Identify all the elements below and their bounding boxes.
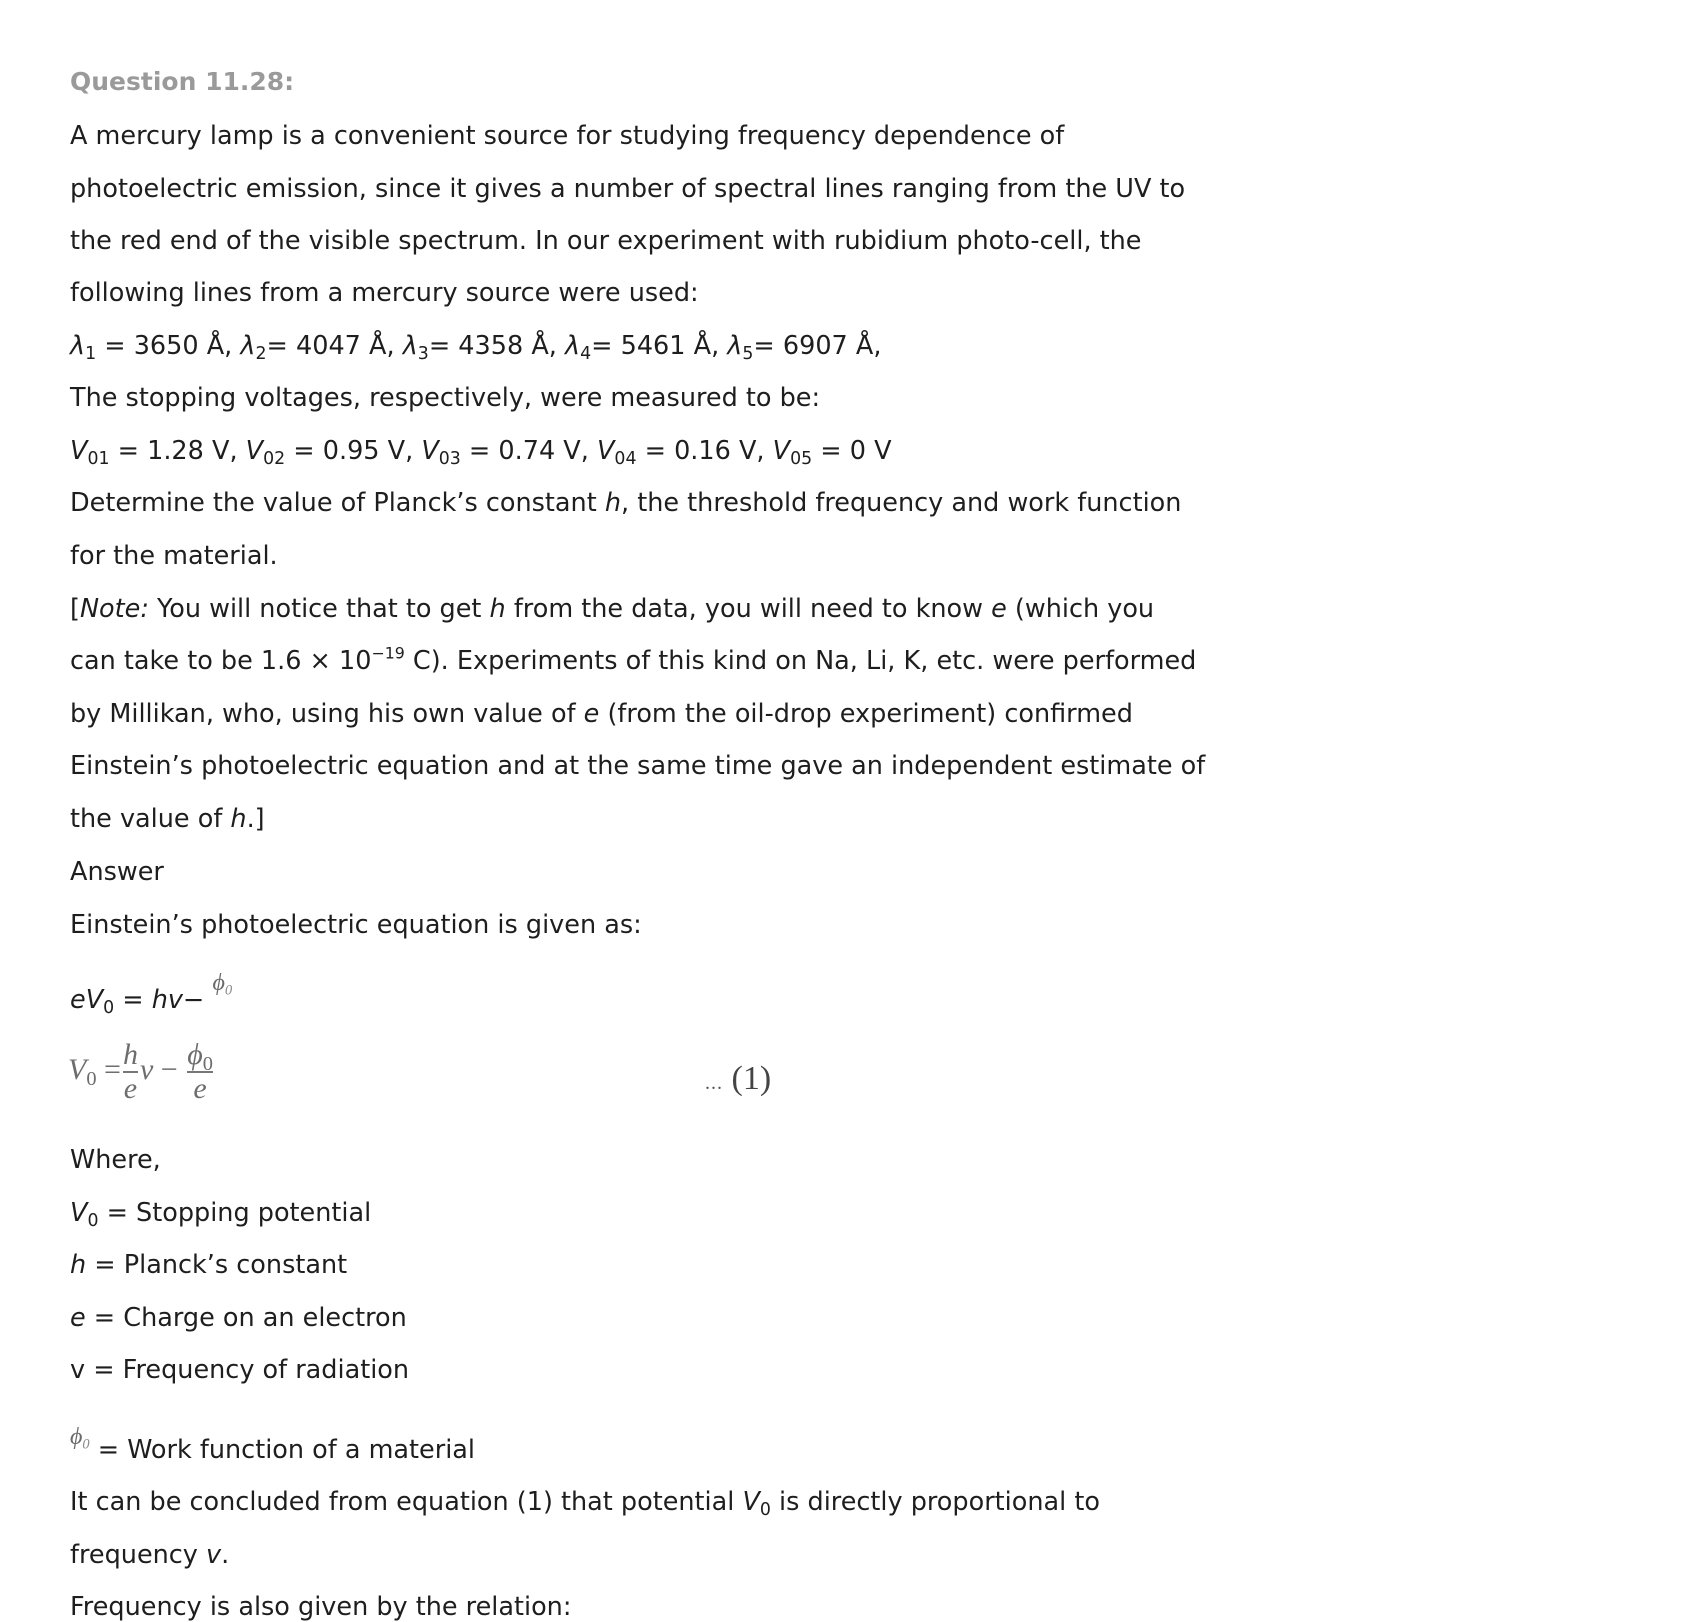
- question-text-line: the red end of the visible spectrum. In our experiment with rubidium photo-cell, the: [70, 226, 1142, 256]
- determine-text-line: Determine the value of Planck’s constant h, the threshold frequency and work function: [70, 488, 1182, 518]
- wavelength-item: $\lambda_1 = 3650$ Å,: [70, 331, 241, 365]
- voltage-item: $V_{02} = 0.95$ V,: [245, 436, 422, 470]
- answer-label: Answer: [70, 857, 164, 887]
- question-text-line: photoelectric emission, since it gives a number of spectral lines ranging from the UV to: [70, 174, 1186, 204]
- wavelength-item: $\lambda_5= 6907$ Å,: [727, 331, 882, 365]
- definition-item: v = Frequency of radiation: [70, 1355, 410, 1385]
- voltage-item: $V_{03} = 0.74$ V,: [421, 436, 597, 470]
- equation-stopping-potential: $V_0$ = $\frac{h}{e}$ ν − $\frac{\phi_0}{e}$: [68, 1038, 213, 1105]
- voltage-list: [70, 436, 892, 470]
- equation-number: ... (1): [705, 1060, 772, 1097]
- note-line: Einstein’s photoelectric equation and at the same time gave an independent estimate of: [70, 751, 1206, 781]
- conclusion-line: frequency v.: [70, 1540, 230, 1570]
- where-label: Where,: [70, 1145, 161, 1175]
- definition-item: e = Charge on an electron: [70, 1303, 407, 1333]
- phi-symbol: $\phi_0$: [212, 970, 233, 999]
- equation-einstein: $eV_0 = hv- \phi_0$: [70, 970, 233, 1019]
- definition-item: h = Planck’s constant: [70, 1250, 348, 1280]
- stopping-voltages-intro: The stopping voltages, respectively, were measured to be:: [70, 383, 821, 413]
- definition-item: $V_0$ = Stopping potential: [70, 1198, 372, 1232]
- wavelength-list: [70, 331, 882, 365]
- voltage-item: $V_{01} = 1.28$ V,: [70, 436, 246, 470]
- voltage-item: $V_{05} = 0$ V: [772, 436, 892, 470]
- question-text-line: following lines from a mercury source were used:: [70, 278, 699, 308]
- fraction-phi-over-e: $\frac{\phi_0}{e}$: [187, 1038, 213, 1105]
- determine-text-line: for the material.: [70, 541, 278, 571]
- relation-intro: Frequency is also given by the relation:: [70, 1592, 572, 1622]
- definition-item-work-function: $\phi_0$ = Work function of a material: [70, 1424, 476, 1465]
- note-line: by Millikan, who, using his own value of e (from the oil-drop experiment) confirmed: [70, 699, 1133, 729]
- wavelength-item: $\lambda_3= 4358$ Å,: [402, 331, 565, 365]
- wavelength-item: $\lambda_2= 4047$ Å,: [240, 331, 403, 365]
- voltage-item: $V_{04} = 0.16$ V,: [596, 436, 773, 470]
- question-text-line: A mercury lamp is a convenient source for studying frequency dependence of: [70, 121, 1065, 151]
- wavelength-item: $\lambda_4= 5461$ Å,: [564, 331, 728, 365]
- fraction-h-over-e: $\frac{h}{e}$: [122, 1038, 138, 1105]
- note-line: [Note: You will notice that to get h from the data, you will need to know e (which you: [70, 594, 1155, 624]
- note-label: Note:: [79, 594, 149, 624]
- note-line: can take to be $1.6 \times 10^{-19}$ C). Experiments of this kind on Na, Li, K, etc. were performed: [70, 643, 1197, 676]
- note-line: the value of h.]: [70, 804, 265, 834]
- phi-symbol: $\phi_0$: [70, 1424, 90, 1453]
- conclusion-line: It can be concluded from equation (1) that potential $V_0$ is directly proportional to: [70, 1487, 1100, 1521]
- question-heading: Question 11.28:: [70, 67, 295, 96]
- answer-intro: Einstein’s photoelectric equation is given as:: [70, 910, 642, 940]
